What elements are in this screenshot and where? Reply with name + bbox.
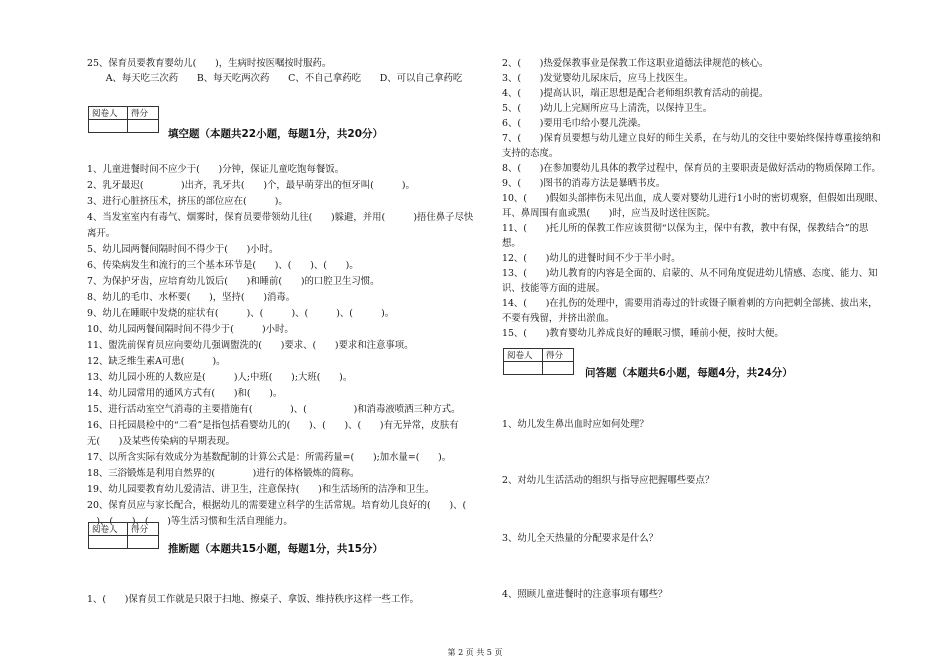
fill-line: 7、为保护牙齿，应培育幼儿饭后( )和睡前( )的口腔卫生习惯。 (87, 276, 380, 287)
judge-line: 8、( )在参加婴幼儿具体的教学过程中，保育员的主要职责是做好活动的物质保障工作。 (502, 163, 881, 174)
judge-line: 6、( )要用毛巾给小婴儿洗澡。 (502, 118, 647, 129)
judge-line: 2、( )热爱保教事业是保教工作这职业道德法律规范的核心。 (502, 58, 769, 69)
qa-section-title: 问答题（本题共6小题，每题4分，共24分） (585, 367, 793, 379)
judge-line: 不要有残留，并挤出淤血。 (502, 313, 615, 324)
judge-line: 想。 (502, 238, 521, 249)
fill-line: 9、幼儿在睡眠中发烧的症状有( )、( )、( )、( )。 (87, 308, 395, 319)
fill-line: 17、以所含实际有效成分为基数配制的计算公式是：所需药量=( );加水量=( )。 (87, 452, 452, 463)
judge-line: 13、( )幼儿教育的内容是全面的、启蒙的、从不同角度促进幼儿情感、态度、能力、知 (502, 268, 878, 279)
score-box-grader-label: 阅卷人 (89, 523, 128, 536)
fill-line: 无( )及某些传染病的早期表现。 (87, 436, 235, 447)
fill-line: 3、进行心脏挤压术，挤压的部位应在( )。 (87, 196, 288, 207)
score-box-grader-label: 阅卷人 (504, 349, 543, 362)
fill-line: 10、幼儿园两餐间隔时间不得少于( )小时。 (87, 324, 294, 335)
fill-line: 16、日托园晨检中的“二看”是指包括看婴幼儿的( )、( )、( )有无异常，皮肤有 (87, 420, 459, 431)
qa-question: 2、对幼儿生活活动的组织与指导应把握哪些要点？ (502, 475, 715, 486)
score-box-score-label: 得分 (128, 107, 159, 120)
score-box (88, 106, 159, 133)
fill-line: 18、三浴锻炼是利用自然界的( )进行的体格锻炼的简称。 (87, 468, 360, 479)
score-box-score-label: 得分 (543, 349, 574, 362)
judge-line: 11、( )托儿所的保教工作应该贯彻“以保为主，保中有教，教中有保，保教结合”的思 (502, 223, 869, 234)
score-box-grader-label: 阅卷人 (89, 107, 128, 120)
fill-line: 5、幼儿园两餐间隔时间不得少于( )小时。 (87, 244, 279, 255)
judge-section-title: 推断题（本题共15小题，每题1分，共15分） (168, 543, 384, 555)
judge-line: 4、( )提高认识，端正思想是配合老师组织教育活动的前提。 (502, 88, 769, 99)
score-box (503, 348, 574, 375)
fill-line: 1、儿童进餐时间不应少于( )分钟，保证儿童吃饱每餐饭。 (87, 164, 345, 175)
judge-line: 1、( )保育员工作就是只限于扫地、擦桌子、拿饭、维持秩序这样一些工作。 (87, 594, 420, 605)
fill-line: 13、幼儿园小班的人数应是( )人;中班( );大班( )。 (87, 372, 353, 383)
fill-line: 离开。 (87, 228, 116, 239)
fill-line: 11、盥洗前保育员应向要幼儿强调盥洗的( )要求、( )要求和注意事项。 (87, 340, 414, 351)
fill-line: 2、乳牙最迟( )出齐，乳牙共( )个，最早萌芽出的恒牙叫( )。 (87, 180, 415, 191)
qa-question: 1、幼儿发生鼻出血时应如何处理？ (502, 419, 649, 430)
judge-line: 15、( )教育婴幼儿养成良好的睡眠习惯，睡前小便，按时大便。 (502, 328, 784, 339)
qa-question: 4、照顾儿童进餐时的注意事项有哪些？ (502, 589, 668, 600)
page-footer: 第 2 页 共 5 页 (447, 648, 503, 657)
judge-line: 9、( )图书的消毒方法是暴晒书皮。 (502, 178, 666, 189)
fill-line: 14、幼儿园常用的通风方式有( )和( )。 (87, 388, 283, 399)
question-25-options: A、每天吃三次药 B、每天吃两次药 C、不自己拿药吃 D、可以自己拿药吃 (87, 73, 463, 84)
fill-line: 12、缺乏维生素A可患( )。 (87, 356, 226, 367)
fill-line: 6、传染病发生和流行的三个基本环节是( )、( )、( )。 (87, 260, 359, 271)
fill-line: 4、当发室室内有毒气、烟雾时，保育员要带领幼儿往( )躲避，并用( )捂住鼻子尽快 (87, 212, 474, 223)
judge-line: 14、( )在扎伤的处理中，需要用消毒过的针或镊子顺着刺的方向把刺全部挑、拔出来， (502, 298, 878, 309)
fill-line: 20、保育员应与家长配合，根据幼儿的需要建立科学的生活常规。培育幼儿良好的( )、( (87, 500, 476, 511)
score-box (88, 522, 159, 549)
judge-line: 识、技能等方面的进展。 (502, 283, 606, 294)
fill-line: 8、幼儿的毛巾、水杯要( )，坚持( )消毒。 (87, 292, 296, 303)
judge-line: 支持的态度。 (502, 148, 559, 159)
judge-line: 5、( )幼儿上完厕所应马上清洗，以保持卫生。 (502, 103, 713, 114)
fill-line: 19、幼儿园要教育幼儿爱清洁、讲卫生，注意保持( )和生活场所的洁净和卫生。 (87, 484, 435, 495)
fill-line: )、( )、( )等生活习惯和生活自理能力。 (87, 516, 293, 527)
judge-line: 10、( )假如头部摔伤未见出血，成人要对婴幼儿进行1小时的密切观察，但假如出现眼、 (502, 193, 884, 204)
fill-section-title: 填空题（本题共22小题，每题1分，共20分） (168, 128, 384, 140)
judge-line: 7、( )保育员要想与幼儿建立良好的师生关系，在与幼儿的交往中要始终保持尊重接纳和 (502, 133, 881, 144)
judge-line: 3、( )发觉婴幼儿尿床后，应马上找医生。 (502, 73, 694, 84)
fill-line: 15、进行活动室空气消毒的主要措施有( )、( )和消毒液喷洒三种方式。 (87, 404, 461, 415)
qa-question: 3、幼儿全天热量的分配要求是什么？ (502, 533, 658, 544)
question-25: 25、保育员要教育婴幼儿( )，生病时按医嘱按时服药。 (87, 58, 332, 69)
score-box-score-label: 得分 (128, 523, 159, 536)
judge-line: 12、( )幼儿的进餐时间不少于半小时。 (502, 253, 681, 264)
judge-line: 耳、鼻周围有血或黑( )时，应当及时送往医院。 (502, 208, 716, 219)
